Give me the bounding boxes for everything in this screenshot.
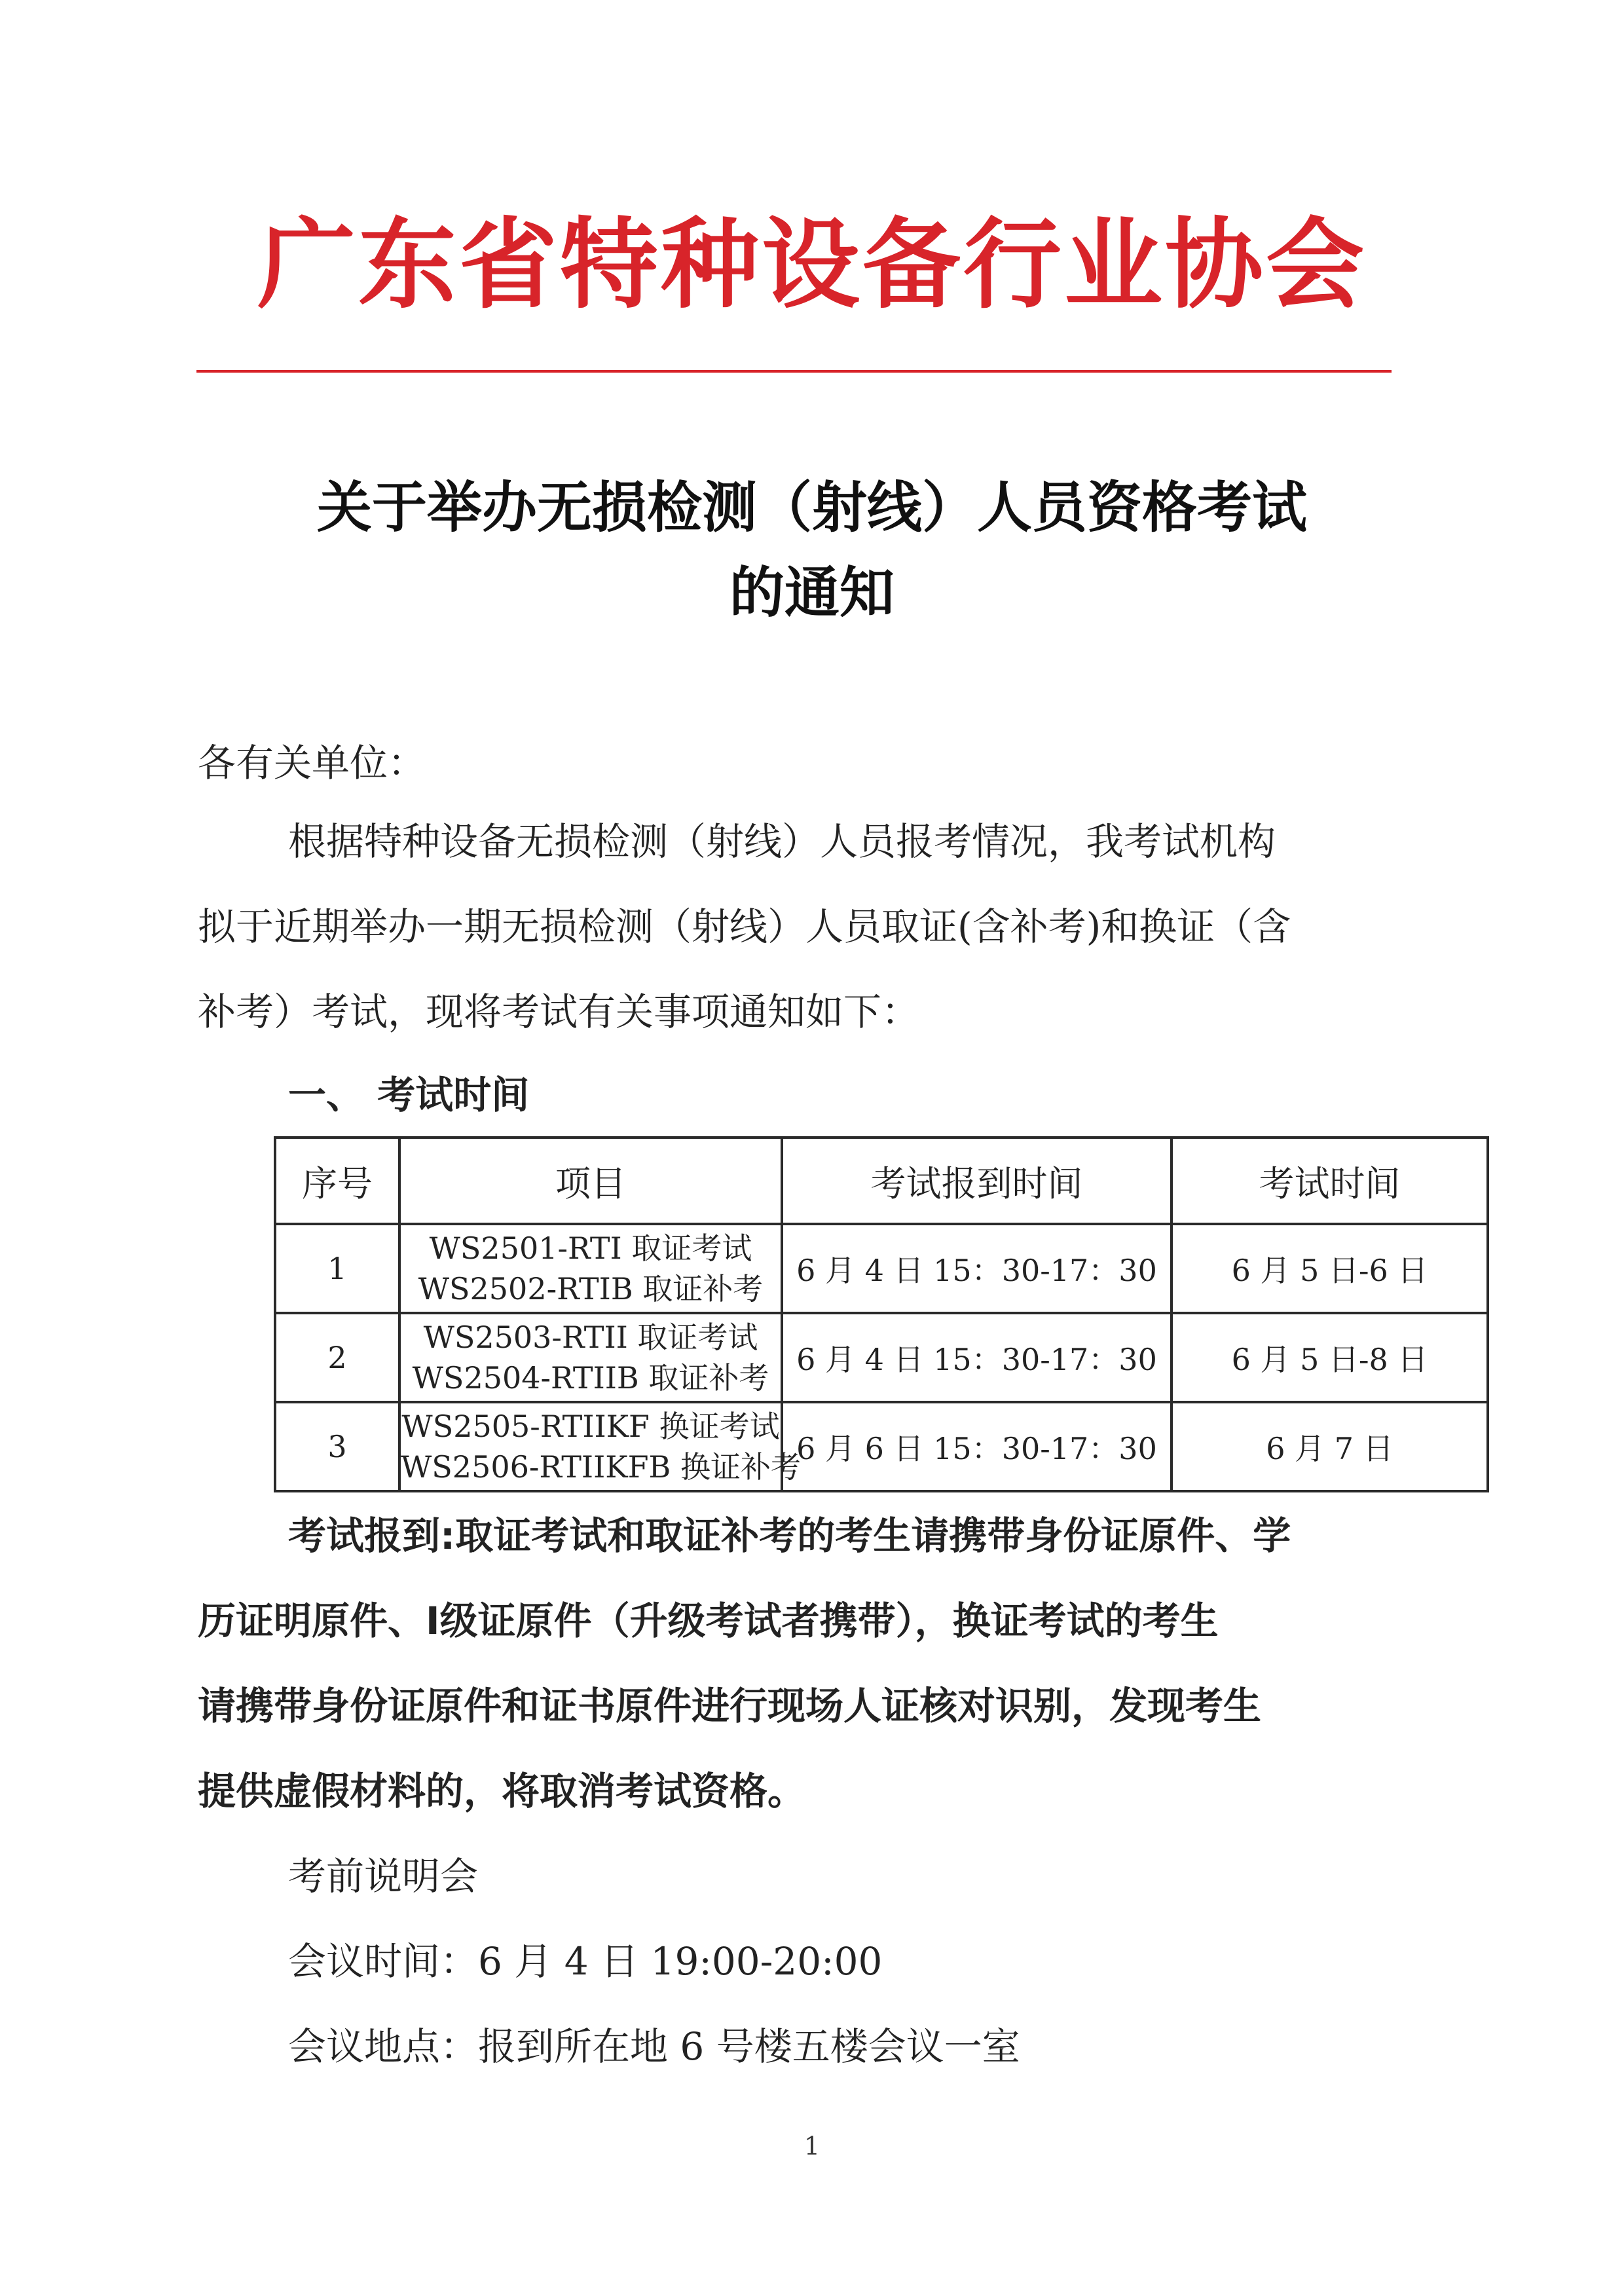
registration-note-line-2: 历证明原件、Ⅰ级证原件（升级考试者携带），换证考试的考生 bbox=[198, 1599, 1219, 1643]
table-row bbox=[275, 1313, 1488, 1402]
header-report-time: 考试报到时间 bbox=[782, 1138, 1172, 1224]
exam-schedule-table bbox=[274, 1136, 1489, 1492]
header-sequence: 序号 bbox=[275, 1138, 399, 1224]
row-number: 1 bbox=[275, 1224, 399, 1313]
item-line: WS2504-RTIIB 取证补考 bbox=[412, 1360, 769, 1396]
table-row bbox=[275, 1402, 1488, 1491]
meeting-title: 考前说明会 bbox=[288, 1854, 479, 1898]
row-number: 2 bbox=[275, 1313, 399, 1402]
meeting-location: 会议地点：报到所在地 6 号楼五楼会议一室 bbox=[288, 2024, 1020, 2069]
meeting-time: 会议时间：6 月 4 日 19:00-20:00 bbox=[288, 1939, 883, 1984]
row-items bbox=[399, 1313, 782, 1402]
document-title-line-1: 关于举办无损检测（射线）人员资格考试 bbox=[316, 475, 1307, 540]
row-exam-time: 6 月 7 日 bbox=[1172, 1402, 1488, 1491]
item-line: WS2501-RTI 取证考试 bbox=[429, 1231, 752, 1266]
letterhead-divider bbox=[196, 370, 1392, 373]
row-report-time: 6 月 6 日 15：30-17：30 bbox=[782, 1402, 1172, 1491]
intro-line-3: 补考）考试，现将考试有关事项通知如下： bbox=[198, 990, 920, 1034]
row-report-time: 6 月 4 日 15：30-17：30 bbox=[782, 1224, 1172, 1313]
intro-line-1: 根据特种设备无损检测（射线）人员报考情况，我考试机构 bbox=[288, 819, 1276, 864]
item-line: WS2506-RTIIKFB 换证补考 bbox=[401, 1449, 801, 1485]
item-line: WS2505-RTIIKF 换证考试 bbox=[401, 1409, 780, 1444]
intro-line-2: 拟于近期举办一期无损检测（射线）人员取证(含补考)和换证（含 bbox=[198, 904, 1291, 949]
header-item: 项目 bbox=[399, 1138, 782, 1224]
section-heading-exam-time: 一、 考试时间 bbox=[288, 1073, 530, 1117]
item-line: WS2502-RTIB 取证补考 bbox=[418, 1271, 764, 1306]
org-letterhead: 广东省特种设备行业协会 bbox=[257, 208, 1367, 322]
salutation: 各有关单位： bbox=[198, 741, 426, 785]
registration-note-line-4: 提供虚假材料的，将取消考试资格。 bbox=[198, 1769, 806, 1813]
row-items bbox=[399, 1402, 801, 1491]
row-items bbox=[399, 1224, 782, 1313]
header-exam-time: 考试时间 bbox=[1172, 1138, 1488, 1224]
row-report-time: 6 月 4 日 15：30-17：30 bbox=[782, 1313, 1172, 1402]
row-exam-time: 6 月 5 日-6 日 bbox=[1172, 1224, 1488, 1313]
registration-note-line-1: 考试报到:取证考试和取证补考的考生请携带身份证原件、学 bbox=[288, 1513, 1291, 1558]
table-header-row bbox=[275, 1138, 1488, 1224]
item-line: WS2503-RTII 取证考试 bbox=[423, 1320, 758, 1355]
row-exam-time: 6 月 5 日-8 日 bbox=[1172, 1313, 1488, 1402]
row-number: 3 bbox=[275, 1402, 399, 1491]
table-row bbox=[275, 1224, 1488, 1313]
registration-note-line-3: 请携带身份证原件和证书原件进行现场人证核对识别，发现考生 bbox=[198, 1684, 1262, 1728]
document-title-line-2: 的通知 bbox=[729, 561, 895, 625]
page-number: 1 bbox=[803, 2132, 821, 2160]
